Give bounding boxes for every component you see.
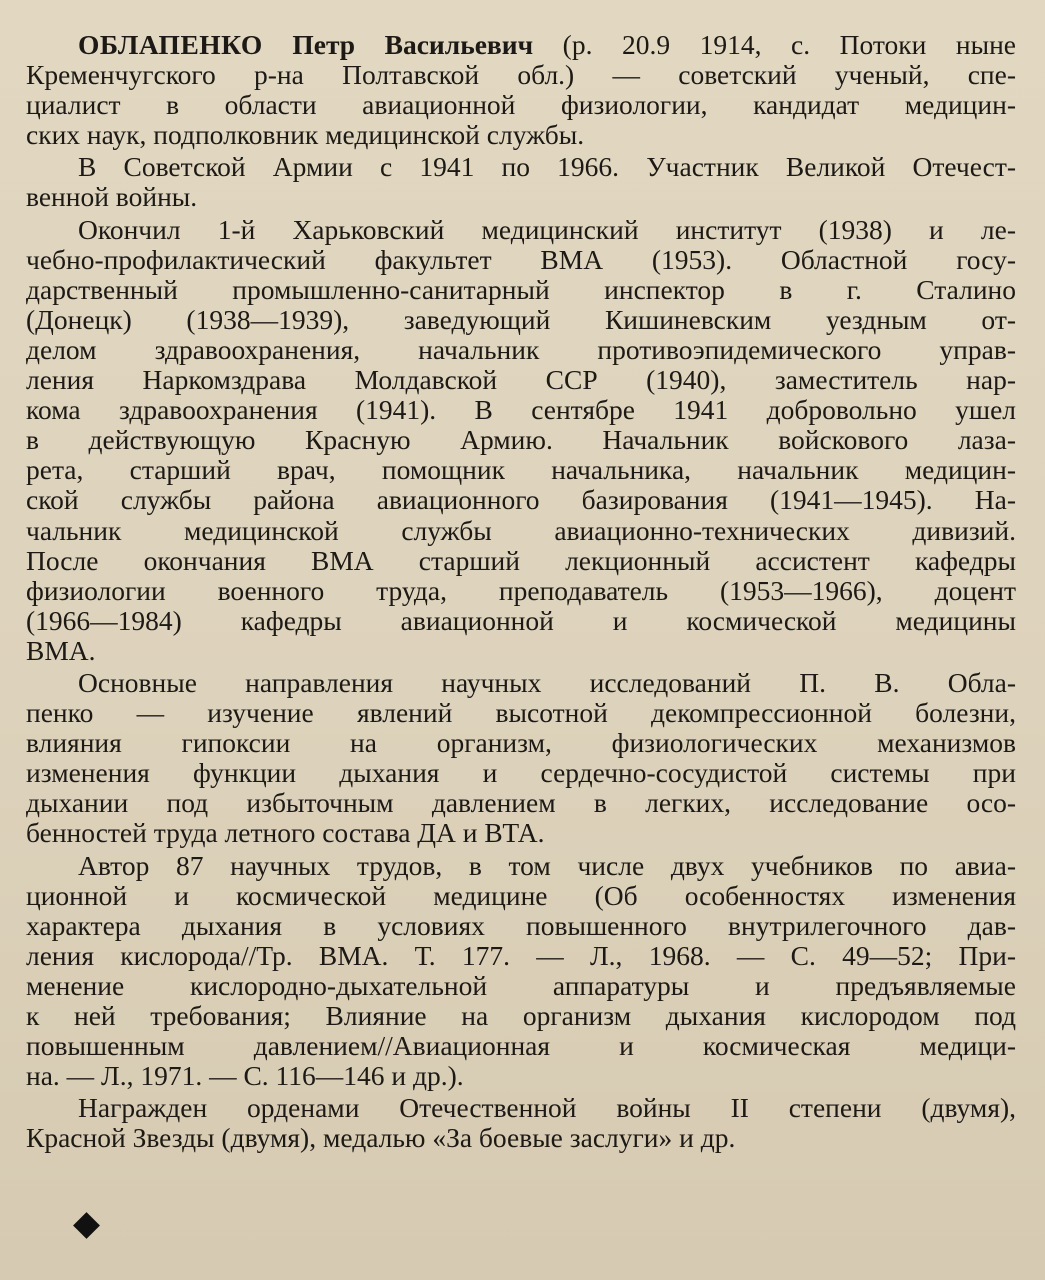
- article-body: [26, 30, 1016, 1155]
- line: ления Наркомздрава Молдавской ССР (1940), заместитель нар-: [26, 364, 1016, 396]
- end-of-article-diamond-icon: [73, 1212, 100, 1239]
- line: повышенным давлением//Авиационная и космическая медици-: [26, 1030, 1016, 1062]
- line: циалист в области авиационной физиологии, кандидат медицин-: [26, 89, 1016, 121]
- line: физиологии военного труда, преподаватель (1953—1966), доцент: [26, 574, 1016, 606]
- line: кома здравоохранения (1941). В сентябре 1941 добровольно ушел: [26, 394, 1016, 426]
- line: Красной Звезды (двумя), медалью «За боевые заслуги» и др.: [26, 1122, 736, 1154]
- line: характера дыхания в условиях повышенного внутрилегочного дав-: [26, 909, 1016, 941]
- line: (Донецк) (1938—1939), заведующий Кишиневским уездным от-: [26, 303, 1016, 335]
- paragraph-service: [26, 152, 1016, 212]
- line: Окончил 1-й Харьковский медицинский институт (1938) и ле-: [78, 213, 1016, 245]
- article-names: Петр Васильевич: [292, 29, 534, 60]
- line: рета, старший врач, помощник начальника, начальник медицин-: [26, 454, 1016, 486]
- line: После окончания ВМА старший лекционный ассистент кафедры: [26, 544, 1016, 576]
- line: ционной и космической медицине (Об особенностях изменения: [26, 879, 1016, 911]
- line: в действующую Красную Армию. Начальник войскового лаза-: [26, 424, 1016, 456]
- line: пенко — изучение явлений высотной декомпрессионной болезни,: [26, 697, 1016, 729]
- line: В Советской Армии с 1941 по 1966. Участник Великой Отечест-: [78, 151, 1016, 183]
- paragraph-career: [26, 215, 1016, 666]
- line: к ней требования; Влияние на организм дыхания кислородом под: [26, 1000, 1016, 1031]
- line: изменения функции дыхания и сердечно-сосудистой системы при: [26, 757, 1016, 789]
- paragraph-publications: [26, 851, 1016, 1092]
- line: влияния гипоксии на организм, физиологических механизмов: [26, 727, 1016, 759]
- line: ских наук, подполковник медицинской службы.: [26, 119, 585, 151]
- line: ления кислорода//Тр. ВМА. Т. 177. — Л., 1968. — С. 49—52; При-: [26, 939, 1016, 971]
- line: делом здравоохранения, начальник противоэпидемического управ-: [26, 333, 1016, 365]
- line: ской службы района авиационного базирования (1941—1945). На-: [26, 484, 1016, 516]
- line: дарственный промышленно-санитарный инспектор в г. Сталино: [26, 273, 1016, 305]
- line: чальник медицинской службы авиационно-технических дивизий.: [26, 514, 1016, 546]
- line: ВМА.: [26, 634, 96, 666]
- line-text: (р. 20.9 1914, с. Потоки ныне: [533, 29, 1017, 60]
- line: венной войны.: [26, 181, 198, 213]
- line: бенностей труда летного состава ДА и ВТА.: [26, 817, 545, 849]
- paragraph-intro: [26, 30, 1016, 150]
- line: (1966—1984) кафедры авиационной и космической медицины: [26, 604, 1016, 636]
- line: [26, 30, 1016, 60]
- line: дыхании под избыточным давлением в легких, исследование осо-: [26, 787, 1016, 819]
- line: Автор 87 научных трудов, в том числе двух учебников по авиа-: [78, 849, 1016, 881]
- paragraph-research: [26, 668, 1016, 849]
- line: Кременчугского р-на Полтавской обл.) — советский ученый, спе-: [26, 59, 1016, 91]
- article-headword: ОБЛАПЕНКО: [78, 29, 263, 60]
- line: менение кислородно-дыхательной аппаратуры и предъявляемые: [26, 969, 1016, 1001]
- line: Награжден орденами Отечественной войны II степени (двумя),: [78, 1092, 1016, 1124]
- line: на. — Л., 1971. — С. 116—146 и др.).: [26, 1060, 464, 1092]
- line: Основные направления научных исследований П. В. Обла-: [78, 666, 1016, 698]
- paragraph-awards: [26, 1093, 1016, 1153]
- line: чебно-профилактический факультет ВМА (1953). Областной госу-: [26, 243, 1016, 275]
